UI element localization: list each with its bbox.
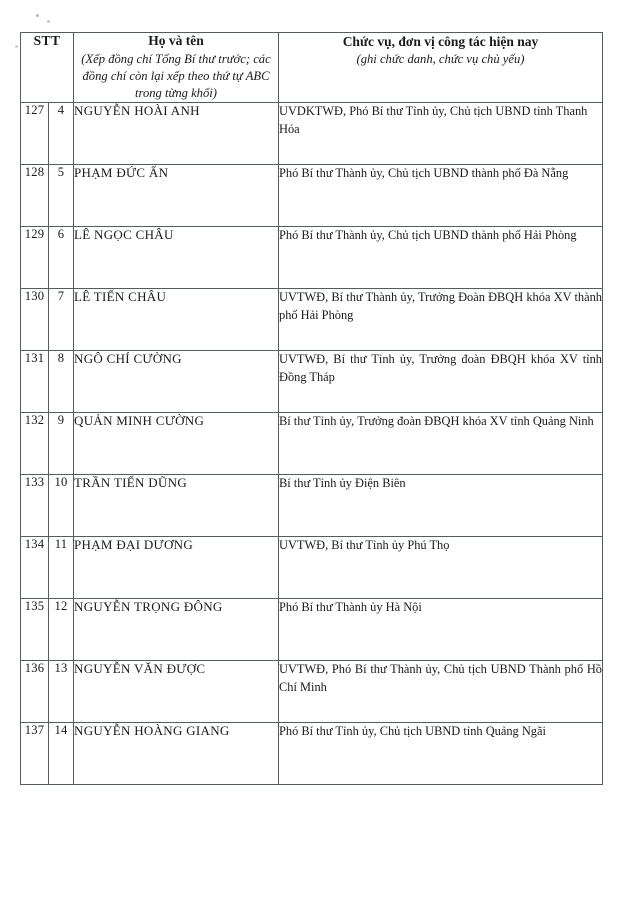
cell-position: Phó Bí thư Thành ủy Hà Nội xyxy=(279,598,603,660)
cell-group-number: 11 xyxy=(49,536,74,598)
column-header-stt: STT xyxy=(21,33,74,103)
table-row xyxy=(21,660,603,722)
cell-person-name: NGÔ CHÍ CƯỜNG xyxy=(74,350,279,412)
table-row xyxy=(21,226,603,288)
cell-position: Phó Bí thư Thành ủy, Chủ tịch UBND thành phố Đà Nẵng xyxy=(279,164,603,226)
table-row xyxy=(21,722,603,784)
cell-person-name: PHẠM ĐỨC ẤN xyxy=(74,164,279,226)
cell-group-number: 13 xyxy=(49,660,74,722)
table-row xyxy=(21,474,603,536)
table-row xyxy=(21,164,603,226)
table-row xyxy=(21,102,603,164)
table-row xyxy=(21,412,603,474)
cell-person-name: NGUYỄN HOÀI ANH xyxy=(74,102,279,164)
cell-person-name: NGUYỄN VĂN ĐƯỢC xyxy=(74,660,279,722)
column-header-name-title: Họ và tên xyxy=(148,33,204,48)
cell-group-number: 5 xyxy=(49,164,74,226)
cell-row-number: 130 xyxy=(21,288,49,350)
cell-position: Bí thư Tỉnh ủy, Trưởng đoàn ĐBQH khóa XV tỉnh Quảng Ninh xyxy=(279,412,603,474)
cell-row-number: 135 xyxy=(21,598,49,660)
column-header-position-note: (ghi chức danh, chức vụ chủ yếu) xyxy=(356,51,525,66)
header-row xyxy=(21,33,603,103)
scan-speck xyxy=(47,20,50,23)
table-body xyxy=(21,102,603,784)
column-header-position xyxy=(279,33,603,103)
scan-speck xyxy=(15,45,18,48)
cell-person-name: QUẢN MINH CƯỜNG xyxy=(74,412,279,474)
column-header-name-note: (Xếp đồng chí Tổng Bí thư trước; các đồng chí còn lại xếp theo thứ tự ABC trong từng khối) xyxy=(81,51,271,100)
table-row xyxy=(21,598,603,660)
cell-person-name: NGUYỄN TRỌNG ĐÔNG xyxy=(74,598,279,660)
table-row xyxy=(21,536,603,598)
cell-row-number: 137 xyxy=(21,722,49,784)
cell-position: UVTWĐ, Bí thư Tỉnh ủy Phú Thọ xyxy=(279,536,603,598)
cell-row-number: 136 xyxy=(21,660,49,722)
column-header-position-title: Chức vụ, đơn vị công tác hiện nay xyxy=(342,34,539,49)
cell-group-number: 12 xyxy=(49,598,74,660)
personnel-table xyxy=(20,32,603,785)
cell-group-number: 14 xyxy=(49,722,74,784)
cell-position: UVTWĐ, Phó Bí thư Thành ủy, Chủ tịch UBND Thành phố Hồ Chí Minh xyxy=(279,660,603,722)
cell-row-number: 131 xyxy=(21,350,49,412)
cell-group-number: 9 xyxy=(49,412,74,474)
table-row xyxy=(21,350,603,412)
column-header-name xyxy=(74,33,279,103)
cell-row-number: 129 xyxy=(21,226,49,288)
cell-group-number: 10 xyxy=(49,474,74,536)
cell-person-name: LÊ NGỌC CHÂU xyxy=(74,226,279,288)
cell-person-name: TRẦN TIẾN DŨNG xyxy=(74,474,279,536)
cell-position: Phó Bí thư Thành ủy, Chủ tịch UBND thành phố Hải Phòng xyxy=(279,226,603,288)
table-header xyxy=(21,33,603,103)
cell-group-number: 6 xyxy=(49,226,74,288)
cell-row-number: 134 xyxy=(21,536,49,598)
cell-row-number: 128 xyxy=(21,164,49,226)
cell-row-number: 132 xyxy=(21,412,49,474)
cell-person-name: PHẠM ĐẠI DƯƠNG xyxy=(74,536,279,598)
cell-person-name: NGUYỄN HOÀNG GIANG xyxy=(74,722,279,784)
cell-position: UVTWĐ, Bí thư Thành ủy, Trưởng Đoàn ĐBQH khóa XV thành phố Hải Phòng xyxy=(279,288,603,350)
cell-row-number: 127 xyxy=(21,102,49,164)
table-row xyxy=(21,288,603,350)
cell-position: Bí thư Tỉnh ủy Điện Biên xyxy=(279,474,603,536)
cell-position: UVDKTWĐ, Phó Bí thư Tỉnh ủy, Chủ tịch UBND tỉnh Thanh Hóa xyxy=(279,102,603,164)
cell-group-number: 4 xyxy=(49,102,74,164)
scan-speck xyxy=(36,14,39,17)
cell-person-name: LÊ TIẾN CHÂU xyxy=(74,288,279,350)
cell-group-number: 7 xyxy=(49,288,74,350)
cell-position: UVTWĐ, Bí thư Tỉnh ủy, Trưởng đoàn ĐBQH khóa XV tỉnh Đồng Tháp xyxy=(279,350,603,412)
cell-row-number: 133 xyxy=(21,474,49,536)
cell-position: Phó Bí thư Tỉnh ủy, Chủ tịch UBND tỉnh Quảng Ngãi xyxy=(279,722,603,784)
cell-group-number: 8 xyxy=(49,350,74,412)
